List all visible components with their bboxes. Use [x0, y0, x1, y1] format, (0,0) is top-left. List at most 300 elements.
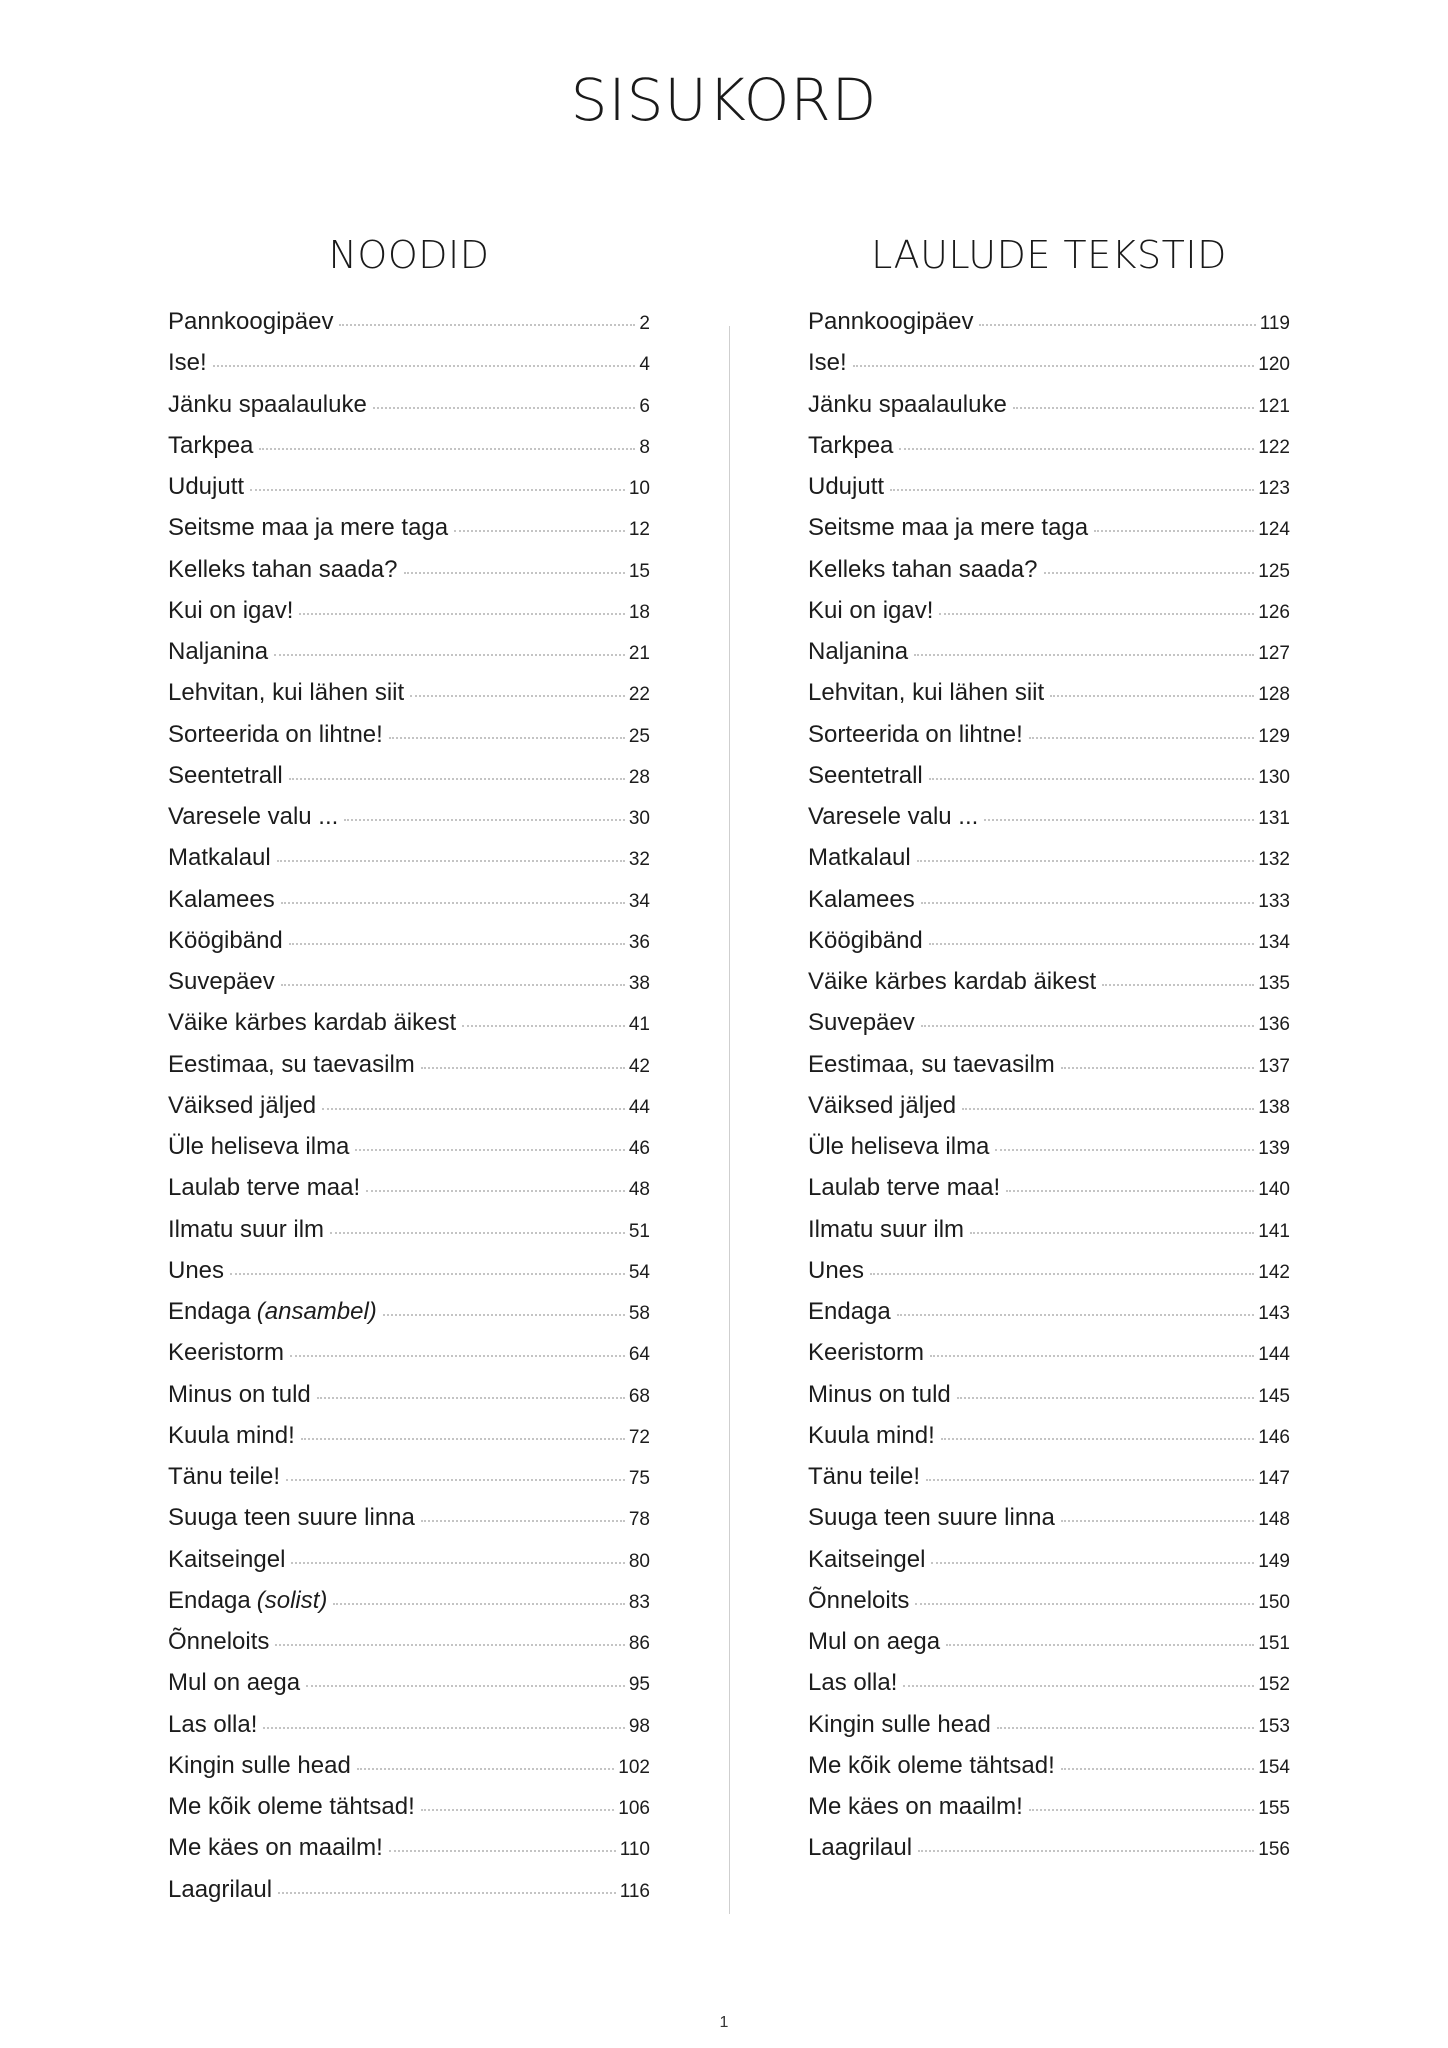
toc-entry-title — [168, 391, 367, 419]
dot-leader — [1094, 530, 1254, 532]
toc-entry[interactable] — [168, 432, 650, 473]
toc-entry-title-text: Suvepäev — [808, 1009, 915, 1037]
toc-entry-page: 156 — [1258, 1839, 1290, 1861]
toc-entry[interactable] — [808, 1092, 1290, 1133]
dot-leader — [454, 530, 625, 532]
toc-entry-title — [168, 1628, 269, 1656]
toc-entry-page: 8 — [639, 436, 650, 458]
toc-entry[interactable] — [808, 391, 1290, 432]
toc-entry-page: 125 — [1258, 560, 1290, 582]
toc-entry-title-text: Köögibänd — [808, 926, 923, 954]
toc-entry[interactable] — [808, 1298, 1290, 1339]
toc-entry-page: 15 — [628, 560, 650, 582]
dot-leader — [997, 1727, 1254, 1729]
toc-entry-title — [168, 844, 271, 872]
toc-entry-title — [808, 1092, 956, 1120]
dot-leader — [984, 819, 1254, 821]
toc-entry-page: 12 — [628, 519, 650, 541]
toc-entry-title — [168, 638, 268, 666]
toc-entry-page: 58 — [628, 1303, 650, 1324]
toc-entry[interactable] — [168, 1587, 650, 1628]
toc-entry-title-text: Minus on tuld — [168, 1380, 311, 1408]
dot-leader — [1013, 407, 1254, 409]
toc-entry-page: 139 — [1258, 1138, 1290, 1159]
toc-entry-page: 95 — [628, 1674, 650, 1696]
toc-entry-title — [168, 1752, 351, 1780]
toc-entry-title — [808, 1834, 912, 1862]
dot-leader — [421, 1520, 625, 1522]
dot-leader — [275, 1644, 624, 1646]
toc-entry-title — [168, 308, 333, 336]
toc-entry[interactable] — [808, 1793, 1290, 1834]
toc-entry[interactable] — [168, 679, 650, 720]
toc-entry-title-text: Kuula mind! — [808, 1421, 935, 1449]
dot-leader — [979, 324, 1255, 326]
toc-entry-title — [168, 1422, 295, 1450]
toc-entry-title — [808, 1133, 989, 1161]
toc-entry[interactable] — [168, 1504, 650, 1545]
toc-entry-title-text: Kui on igav! — [168, 596, 294, 624]
toc-entry-title — [168, 556, 398, 584]
toc-entry-title-text: Jänku spaalauluke — [808, 390, 1007, 418]
toc-entry[interactable] — [168, 1216, 650, 1257]
toc-entry-title-text: Naljanina — [808, 638, 909, 665]
toc-entry-title-text: Varesele valu ... — [808, 803, 979, 830]
dot-leader — [278, 1892, 616, 1894]
toc-entry-title-text: Endaga — [168, 1586, 251, 1614]
dot-leader — [899, 448, 1254, 450]
dot-leader — [389, 737, 625, 739]
toc-entry-title-text: Kui on igav! — [808, 596, 934, 624]
toc-entry-title — [168, 1546, 285, 1574]
toc-entry-page: 64 — [628, 1344, 650, 1366]
toc-entry[interactable] — [808, 803, 1290, 844]
dot-leader — [330, 1232, 625, 1234]
toc-entry[interactable] — [168, 1051, 650, 1092]
toc-entry-title-text: Seentetrall — [168, 761, 283, 789]
toc-entry[interactable] — [808, 1339, 1290, 1380]
dot-leader — [1061, 1067, 1255, 1069]
dot-leader — [1044, 572, 1255, 574]
toc-entry-title — [808, 514, 1088, 542]
toc-entry[interactable] — [168, 1463, 650, 1504]
toc-entry[interactable] — [808, 1834, 1290, 1875]
dot-leader — [929, 943, 1255, 945]
dot-leader — [1029, 737, 1254, 739]
toc-entry-page: 75 — [628, 1468, 650, 1489]
toc-entry-title — [168, 432, 253, 460]
toc-entry-title-text: Kalamees — [808, 885, 915, 913]
toc-entry-page: 138 — [1258, 1096, 1290, 1118]
toc-entry[interactable] — [808, 1628, 1290, 1669]
toc-entry-page: 141 — [1258, 1220, 1290, 1242]
dot-leader — [853, 365, 1255, 367]
toc-entry[interactable] — [168, 762, 650, 803]
dot-leader — [970, 1232, 1254, 1234]
noodid-toc-list — [168, 308, 650, 1917]
toc-entry-page: 147 — [1258, 1468, 1290, 1489]
toc-entry-title — [808, 1257, 864, 1285]
dot-leader — [289, 943, 625, 945]
toc-entry[interactable] — [168, 927, 650, 968]
toc-entry-page: 135 — [1258, 973, 1290, 994]
toc-entry-page: 54 — [628, 1261, 650, 1283]
toc-entry[interactable] — [168, 1133, 650, 1174]
toc-entry-title — [808, 1546, 925, 1574]
toc-entry[interactable] — [168, 638, 650, 679]
toc-entry-title-text: Unes — [808, 1256, 865, 1284]
toc-entry-title — [168, 1711, 257, 1739]
toc-entry-title — [808, 927, 923, 955]
toc-entry-page: 10 — [628, 478, 650, 499]
toc-entry-title — [808, 1793, 1023, 1821]
toc-entry[interactable] — [168, 844, 650, 885]
toc-entry-page: 22 — [628, 684, 650, 706]
toc-entry-title-text: Kaitseingel — [168, 1545, 286, 1573]
toc-entry-title — [808, 1174, 1000, 1202]
toc-entry-title-text: Jänku spaalauluke — [168, 390, 367, 418]
toc-entry[interactable] — [168, 1257, 650, 1298]
toc-entry-page: 148 — [1258, 1509, 1290, 1531]
toc-entry-page: 2 — [639, 313, 650, 334]
toc-entry-page: 6 — [639, 395, 650, 417]
toc-entry-page: 155 — [1258, 1798, 1290, 1819]
toc-entry-page: 142 — [1258, 1261, 1290, 1283]
toc-entry-title — [808, 1422, 935, 1450]
toc-entry-page: 21 — [628, 643, 650, 664]
dot-leader — [957, 1397, 1255, 1399]
toc-entry[interactable] — [808, 1504, 1290, 1545]
toc-entry-title-text: Me kõik oleme tähtsad! — [808, 1751, 1055, 1779]
toc-entry[interactable] — [808, 1216, 1290, 1257]
toc-entry-page: 80 — [628, 1550, 650, 1572]
toc-entry-title — [168, 1298, 377, 1326]
toc-entry-title-text: Väike kärbes kardab äikest — [808, 968, 1097, 995]
dot-leader — [250, 489, 625, 491]
toc-entry[interactable] — [168, 968, 650, 1009]
toc-entry-page: 30 — [628, 808, 650, 829]
toc-entry-title — [168, 1587, 327, 1615]
dot-leader — [931, 1562, 1254, 1564]
toc-entry[interactable] — [808, 886, 1290, 927]
toc-entry[interactable] — [808, 1546, 1290, 1587]
toc-entry-title — [168, 679, 404, 707]
toc-entry-title-text: Ilmatu suur ilm — [808, 1215, 965, 1243]
toc-entry-title-text: Lehvitan, kui lähen siit — [808, 679, 1045, 707]
toc-entry[interactable] — [168, 1381, 650, 1422]
toc-entry-title — [168, 1669, 300, 1697]
toc-entry-page: 130 — [1258, 766, 1290, 788]
toc-entry-page: 51 — [628, 1220, 650, 1242]
toc-entry-page: 48 — [628, 1179, 650, 1201]
dot-leader — [1006, 1190, 1254, 1192]
toc-entry[interactable] — [808, 721, 1290, 762]
toc-entry-title — [808, 597, 933, 625]
toc-entry[interactable] — [808, 1381, 1290, 1422]
dot-leader — [915, 1603, 1254, 1605]
toc-entry-page: 143 — [1258, 1303, 1290, 1324]
dot-leader — [870, 1273, 1254, 1275]
toc-entry-page: 145 — [1258, 1385, 1290, 1407]
toc-entry-page: 121 — [1258, 395, 1290, 417]
toc-entry-title-text: Sorteerida on lihtne! — [168, 720, 383, 748]
toc-entry[interactable] — [808, 308, 1290, 349]
toc-entry[interactable] — [168, 803, 650, 844]
dot-leader — [1061, 1768, 1255, 1770]
toc-entry-page: 124 — [1258, 519, 1290, 541]
toc-entry-title — [168, 473, 244, 501]
toc-entry[interactable] — [808, 432, 1290, 473]
toc-entry-title — [808, 1381, 951, 1409]
toc-entry-page: 116 — [619, 1880, 650, 1902]
dot-leader — [995, 1149, 1254, 1151]
toc-entry-title-text: Las olla! — [808, 1669, 898, 1697]
toc-entry-page: 134 — [1258, 931, 1290, 953]
toc-entry-title — [808, 1463, 920, 1491]
toc-entry-title — [808, 1669, 897, 1697]
toc-entry-title-text: Laulab terve maa! — [808, 1174, 1001, 1202]
toc-entry[interactable] — [168, 556, 650, 597]
toc-entry-title — [808, 638, 908, 666]
dot-leader — [410, 695, 625, 697]
toc-entry-title-text: Kalamees — [168, 885, 275, 913]
toc-entry[interactable] — [168, 1546, 650, 1587]
toc-entry[interactable] — [808, 844, 1290, 885]
toc-entry[interactable] — [808, 514, 1290, 555]
toc-entry-title — [168, 1463, 280, 1491]
toc-entry[interactable] — [808, 473, 1290, 514]
toc-entry-note: (ansambel) — [256, 1298, 377, 1325]
dot-leader — [290, 1355, 625, 1357]
toc-entry[interactable] — [808, 762, 1290, 803]
toc-entry-title — [808, 1711, 991, 1739]
laulude-tekstid-heading: LAULUDE TEKSTID — [871, 233, 1227, 277]
dot-leader — [1102, 984, 1254, 986]
dot-leader — [355, 1149, 624, 1151]
dot-leader — [921, 1025, 1255, 1027]
dot-leader — [383, 1314, 625, 1316]
toc-entry[interactable] — [168, 597, 650, 638]
dot-leader — [917, 860, 1255, 862]
toc-entry-page: 110 — [619, 1839, 650, 1861]
toc-entry[interactable] — [808, 1174, 1290, 1215]
toc-entry[interactable] — [168, 721, 650, 762]
toc-entry-title — [808, 1009, 915, 1037]
toc-entry[interactable] — [168, 1793, 650, 1834]
toc-entry-title-text: Tänu teile! — [168, 1463, 281, 1490]
toc-entry-title-text: Eestimaa, su taevasilm — [808, 1050, 1055, 1078]
toc-entry-title-text: Kingin sulle head — [808, 1710, 991, 1738]
toc-entry-title — [168, 1257, 224, 1285]
toc-entry[interactable] — [168, 1339, 650, 1380]
toc-entry-title-text: Pannkoogipäev — [808, 308, 974, 335]
toc-entry-title — [168, 1876, 272, 1904]
dot-leader — [939, 613, 1254, 615]
toc-entry[interactable] — [808, 679, 1290, 720]
toc-entry[interactable] — [808, 1051, 1290, 1092]
toc-entry-title-text: Me käes on maailm! — [168, 1834, 383, 1862]
dot-leader — [890, 489, 1254, 491]
dot-leader — [1050, 695, 1254, 697]
toc-entry-page: 129 — [1258, 725, 1290, 747]
toc-entry[interactable] — [168, 1876, 650, 1917]
toc-entry[interactable] — [168, 1298, 650, 1339]
toc-entry-note: (solist) — [256, 1586, 328, 1614]
toc-entry[interactable] — [808, 1669, 1290, 1710]
toc-entry-title-text: Õnneloits — [808, 1586, 910, 1614]
toc-entry[interactable] — [808, 1133, 1290, 1174]
toc-entry-title — [168, 1834, 383, 1862]
toc-entry[interactable] — [808, 349, 1290, 390]
dot-leader — [230, 1273, 625, 1275]
toc-entry-title-text: Mul on aega — [168, 1669, 301, 1697]
toc-entry-title-text: Väiksed jäljed — [168, 1091, 317, 1119]
toc-entry-title — [168, 762, 283, 790]
toc-entry[interactable] — [168, 1669, 650, 1710]
toc-entry[interactable] — [808, 1422, 1290, 1463]
toc-entry-title — [168, 886, 275, 914]
toc-entry[interactable] — [168, 308, 650, 349]
toc-entry-title — [168, 1504, 415, 1532]
toc-entry[interactable] — [168, 1422, 650, 1463]
toc-entry-title — [808, 308, 973, 336]
toc-entry-title — [168, 1793, 415, 1821]
toc-entry[interactable] — [168, 1834, 650, 1875]
toc-entry-page: 123 — [1258, 478, 1290, 499]
toc-entry-title-text: Ise! — [168, 349, 207, 377]
toc-entry-title-text: Sorteerida on lihtne! — [808, 720, 1023, 748]
toc-entry-title-text: Väiksed jäljed — [808, 1091, 957, 1119]
toc-entry-title — [808, 1587, 909, 1615]
dot-leader — [903, 1685, 1254, 1687]
toc-entry-page: 126 — [1258, 601, 1290, 623]
toc-entry-title-text: Kelleks tahan saada? — [808, 555, 1038, 583]
dot-leader — [389, 1850, 616, 1852]
toc-entry-title-text: Üle heliseva ilma — [168, 1133, 350, 1160]
dot-leader — [339, 324, 635, 326]
toc-entry[interactable] — [808, 638, 1290, 679]
page-title: SISUKORD — [570, 66, 878, 134]
dot-leader — [373, 407, 636, 409]
toc-entry[interactable] — [808, 597, 1290, 638]
dot-leader — [299, 613, 624, 615]
toc-entry-page: 98 — [628, 1715, 650, 1737]
toc-entry-page: 25 — [628, 725, 650, 747]
toc-entry-page: 28 — [628, 766, 650, 788]
toc-entry[interactable] — [168, 1009, 650, 1050]
toc-entry-title — [808, 556, 1038, 584]
toc-entry-title — [168, 1174, 360, 1202]
toc-entry-page: 137 — [1258, 1055, 1290, 1077]
dot-leader — [281, 984, 625, 986]
toc-entry[interactable] — [808, 556, 1290, 597]
toc-entry-title — [168, 1133, 349, 1161]
toc-entry-page: 144 — [1258, 1344, 1290, 1366]
toc-entry[interactable] — [168, 391, 650, 432]
dot-leader — [921, 902, 1255, 904]
toc-entry[interactable] — [168, 1628, 650, 1669]
toc-entry[interactable] — [168, 1752, 650, 1793]
toc-entry-page: 106 — [618, 1798, 650, 1819]
toc-entry[interactable] — [168, 886, 650, 927]
dot-leader — [213, 365, 636, 367]
toc-entry[interactable] — [168, 1092, 650, 1133]
toc-entry[interactable] — [808, 1711, 1290, 1752]
toc-entry-page: 119 — [1259, 313, 1290, 334]
toc-entry-title — [808, 432, 893, 460]
dot-leader — [291, 1562, 624, 1564]
dot-leader — [333, 1603, 624, 1605]
toc-entry[interactable] — [808, 968, 1290, 1009]
toc-entry[interactable] — [808, 1009, 1290, 1050]
toc-entry-title — [168, 927, 283, 955]
toc-entry[interactable] — [808, 1587, 1290, 1628]
toc-entry-title-text: Las olla! — [168, 1710, 258, 1738]
toc-entry[interactable] — [168, 349, 650, 390]
toc-entry-title-text: Keeristorm — [808, 1339, 925, 1367]
toc-entry-title-text: Seentetrall — [808, 761, 923, 789]
dot-leader — [301, 1438, 625, 1440]
toc-entry-title — [808, 679, 1044, 707]
toc-entry-title — [168, 1051, 415, 1079]
toc-entry-page: 72 — [628, 1426, 650, 1448]
toc-entry-title-text: Varesele valu ... — [168, 803, 339, 830]
toc-entry-title-text: Kelleks tahan saada? — [168, 555, 398, 583]
toc-entry-title — [808, 1216, 964, 1244]
toc-entry[interactable] — [168, 514, 650, 555]
toc-entry-title — [808, 349, 847, 377]
toc-entry[interactable] — [808, 1257, 1290, 1298]
toc-entry-page: 136 — [1258, 1014, 1290, 1036]
toc-entry[interactable] — [808, 1463, 1290, 1504]
dot-leader — [1029, 1809, 1255, 1811]
toc-entry-page: 152 — [1258, 1674, 1290, 1696]
toc-entry-title-text: Minus on tuld — [808, 1380, 951, 1408]
toc-entry[interactable] — [808, 1752, 1290, 1793]
toc-entry-title-text: Matkalaul — [808, 844, 911, 872]
laulude-tekstid-section — [808, 226, 1290, 1862]
toc-entry-title-text: Udujutt — [808, 473, 885, 500]
toc-entry-title-text: Tarkpea — [808, 431, 894, 459]
toc-entry-title-text: Udujutt — [168, 473, 245, 500]
toc-entry-title — [808, 762, 923, 790]
dot-leader — [259, 448, 635, 450]
toc-entry[interactable] — [168, 1711, 650, 1752]
dot-leader — [1061, 1520, 1254, 1522]
toc-entry-title — [168, 1216, 324, 1244]
toc-entry-page: 83 — [628, 1591, 650, 1613]
toc-entry-title — [168, 968, 275, 996]
dot-leader — [277, 860, 625, 862]
toc-entry[interactable] — [808, 927, 1290, 968]
toc-entry-page: 86 — [628, 1633, 650, 1654]
page-number: 1 — [719, 2014, 729, 2031]
dot-leader — [421, 1809, 615, 1811]
toc-entry[interactable] — [168, 1174, 650, 1215]
toc-entry-title — [808, 473, 884, 501]
toc-entry-title — [808, 844, 911, 872]
toc-entry-page: 68 — [628, 1385, 650, 1407]
dot-leader — [317, 1397, 625, 1399]
toc-entry[interactable] — [168, 473, 650, 514]
dot-leader — [366, 1190, 625, 1192]
toc-entry-title — [808, 1752, 1055, 1780]
toc-entry-title-text: Ise! — [808, 349, 847, 377]
dot-leader — [897, 1314, 1255, 1316]
toc-entry-page: 146 — [1258, 1426, 1290, 1448]
toc-entry-title — [168, 1381, 311, 1409]
toc-entry-page: 140 — [1258, 1179, 1290, 1201]
